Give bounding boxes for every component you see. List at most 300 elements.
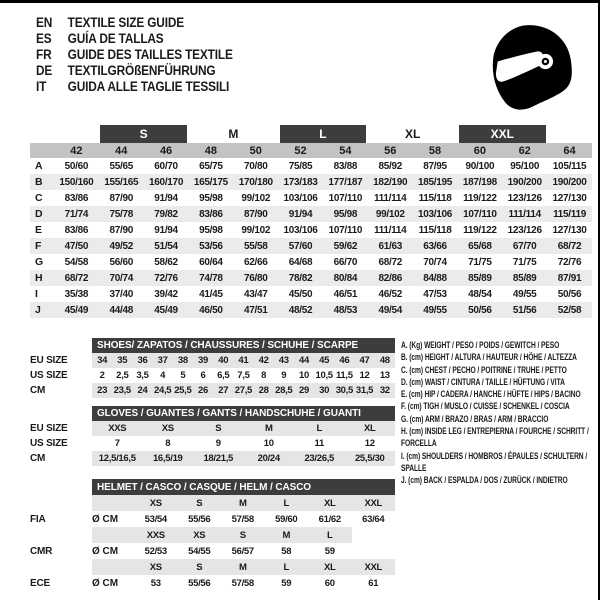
spacer-cell <box>30 338 92 353</box>
measure-letter: J <box>30 302 54 318</box>
standard-label: ECE <box>30 577 50 589</box>
helmet-size-label: S <box>221 527 265 543</box>
measure-value: 48/54 <box>468 288 492 300</box>
measure-value: 123/126 <box>507 224 542 236</box>
helmet-size-value: 53/54 <box>144 513 167 525</box>
helmet-size-value: 52/53 <box>144 545 167 557</box>
size-value: 30 <box>314 383 334 398</box>
helmet-size-value: 57/58 <box>231 577 254 589</box>
measure-value: 87/91 <box>547 270 592 286</box>
measure-value: 43/47 <box>243 288 268 300</box>
size-number: 46 <box>144 143 189 158</box>
helmet-size-label: XL <box>308 495 352 511</box>
racing-helmet-icon <box>486 19 576 113</box>
size-value: 2,5 <box>116 370 129 381</box>
legend-item: C. (cm) CHEST / PECHO / POITRINE / TRUHE / PETTO <box>401 364 567 376</box>
standard-label: FIA <box>30 513 46 525</box>
measure-value: 103/106 <box>283 192 318 204</box>
measure-value: 83/86 <box>64 192 89 204</box>
measure-value: 99/102 <box>241 192 271 204</box>
size-number: 42 <box>54 143 99 158</box>
measure-value: 115/118 <box>418 224 452 236</box>
section-title: HELMET / CASCO / CASQUE / HELM / CASCO <box>92 479 395 495</box>
size-value: 5 <box>180 370 186 381</box>
measure-value: 87/90 <box>233 206 278 222</box>
size-value: 7,5 <box>237 370 250 381</box>
helmet-sizes-row <box>30 527 395 543</box>
measure-value: 39/42 <box>154 288 178 300</box>
legend-item: B. (cm) HEIGHT / ALTURA / HAUTEUR / HÖHE / ALTEZZA <box>401 352 577 364</box>
section-title: SHOES/ ZAPATOS / CHAUSSURES / SCHUHE / SCARPE <box>92 338 395 353</box>
measure-value: 49/52 <box>99 238 144 254</box>
legend-item: I. (cm) SHOULDERS / HOMBROS / ÉPAULES / SCHULTERN / SPALLE <box>401 450 588 474</box>
measure-value: 103/106 <box>413 206 458 222</box>
measurement-legend <box>401 340 597 488</box>
size-value: 20/24 <box>244 451 295 466</box>
measure-value: 115/118 <box>418 192 452 204</box>
size-value: 40 <box>213 353 233 368</box>
measure-value: 55/65 <box>109 160 133 172</box>
helmet-table <box>30 479 395 591</box>
helmet-size-value: 55/56 <box>188 577 211 589</box>
row-label: CM <box>30 453 46 464</box>
measure-value: 160/170 <box>144 174 189 190</box>
measure-value: 46/51 <box>333 288 358 300</box>
size-value: 27 <box>213 383 233 398</box>
helmet-size-label: S <box>178 495 222 511</box>
legend-item: D. (cm) WAIST / CINTURA / TAILLE / HÜFTUNG / VITA <box>401 376 565 388</box>
size-value: 8 <box>165 438 171 449</box>
size-group-row <box>30 125 592 143</box>
size-value: 3,5 <box>136 370 149 381</box>
measure-value: 95/98 <box>199 224 223 236</box>
language-line-de <box>36 63 233 79</box>
measure-row <box>30 270 592 286</box>
spacer-cell <box>30 406 92 421</box>
measure-value: 53/56 <box>188 238 233 254</box>
measure-value: 48/52 <box>278 302 323 318</box>
spacer-cell <box>30 495 92 511</box>
measure-row <box>30 302 592 318</box>
measure-row <box>30 254 592 270</box>
measure-value: 71/75 <box>512 256 537 268</box>
measure-value: 85/89 <box>502 270 547 286</box>
size-value: 39 <box>193 353 213 368</box>
gloves-table <box>30 406 395 466</box>
measure-value: 91/94 <box>278 206 323 222</box>
measure-value: 50/60 <box>64 160 89 172</box>
measure-value: 67/70 <box>502 238 547 254</box>
measure-letter: F <box>30 238 54 254</box>
unit-label: Ø CM <box>92 577 119 589</box>
measure-value: 46/50 <box>188 302 233 318</box>
size-group-label: XL <box>404 127 421 141</box>
measure-value: 115/119 <box>547 206 592 222</box>
helmet-sizes-row <box>30 559 395 575</box>
helmet-size-label: S <box>178 559 222 575</box>
size-value: 10 <box>263 438 274 449</box>
section-row <box>30 368 395 383</box>
size-number: 50 <box>233 143 278 158</box>
measure-value: 65/68 <box>457 238 502 254</box>
size-value: 46 <box>334 353 354 368</box>
section-title-row <box>30 338 395 353</box>
measure-value: 45/49 <box>54 302 99 318</box>
measure-value: 65/75 <box>199 160 223 172</box>
measure-value: 57/60 <box>278 238 323 254</box>
measure-letter: H <box>30 270 54 286</box>
measure-value: 56/60 <box>109 256 133 268</box>
size-number: 54 <box>323 143 368 158</box>
spacer-cell <box>92 559 134 575</box>
shoes-table <box>30 338 395 398</box>
size-value: 2 <box>99 370 105 381</box>
measure-row <box>30 222 592 238</box>
helmet-size-value: 61/62 <box>318 513 341 525</box>
size-value: 41 <box>233 353 253 368</box>
size-value: 12 <box>359 370 370 381</box>
size-number: 52 <box>278 143 323 158</box>
helmet-values-row <box>30 575 395 591</box>
size-value: 11,5 <box>335 370 353 381</box>
helmet-size-value: 59/60 <box>275 513 298 525</box>
size-value: 27,5 <box>234 385 253 396</box>
measure-value: 95/98 <box>323 206 368 222</box>
measure-row <box>30 286 592 302</box>
size-number: 56 <box>368 143 413 158</box>
size-value: 24 <box>132 383 152 398</box>
measure-value: 155/165 <box>99 174 144 190</box>
measure-value: 95/100 <box>510 160 540 172</box>
helmet-size-value: 54/55 <box>188 545 211 557</box>
size-value: 23/26,5 <box>294 451 345 466</box>
apparel-table <box>30 125 592 318</box>
size-number: 48 <box>188 143 233 158</box>
size-value: 26 <box>193 383 213 398</box>
section-row <box>30 383 395 398</box>
helmet-size-value: 55/56 <box>188 513 211 525</box>
spacer-cell <box>30 143 54 158</box>
measure-value: 127/130 <box>552 224 587 236</box>
helmet-size-label: XS <box>134 495 178 511</box>
size-value: 6 <box>200 370 206 381</box>
helmet-size-value: 57/58 <box>231 513 254 525</box>
helmet-size-label: M <box>221 495 265 511</box>
size-value: S <box>193 421 244 436</box>
helmet-size-value: 61 <box>368 577 379 589</box>
size-value: 28 <box>254 383 274 398</box>
size-value: 30,5 <box>335 385 353 396</box>
helmet-size-label: XS <box>134 559 178 575</box>
helmet-size-label: M <box>265 527 309 543</box>
size-number-row <box>30 143 592 158</box>
language-list <box>36 15 233 95</box>
measure-value: 47/53 <box>423 288 447 300</box>
measure-value: 83/86 <box>64 224 89 236</box>
size-value: 13 <box>379 370 390 381</box>
measure-value: 45/50 <box>288 288 313 300</box>
size-value: 24,5 <box>154 385 172 396</box>
measure-value: 44/48 <box>99 302 144 318</box>
measure-value: 66/70 <box>333 256 358 268</box>
size-value: 44 <box>294 353 314 368</box>
helmet-size-label: XXS <box>134 527 178 543</box>
measure-letter: D <box>30 206 54 222</box>
measure-value: 83/88 <box>333 160 358 172</box>
measure-value: 87/95 <box>423 160 447 172</box>
measure-value: 55/58 <box>233 238 278 254</box>
measure-row <box>30 190 592 206</box>
size-value: 42 <box>254 353 274 368</box>
measure-value: 85/89 <box>457 270 502 286</box>
size-value: 6,5 <box>217 370 230 381</box>
measure-value: 173/183 <box>278 174 323 190</box>
measure-value: 51/56 <box>502 302 547 318</box>
measure-row <box>30 238 592 254</box>
size-value: 25,5 <box>174 385 192 396</box>
size-value: 37 <box>153 353 173 368</box>
row-label: US SIZE <box>30 370 68 381</box>
size-value: 12 <box>364 438 375 449</box>
spacer-cell <box>92 495 134 511</box>
measure-value: 127/130 <box>552 192 587 204</box>
measure-value: 190/200 <box>547 174 592 190</box>
helmet-size-label: XL <box>308 559 352 575</box>
language-code: ES <box>36 31 52 46</box>
size-value: 23,5 <box>113 385 131 396</box>
legend-item: F. (cm) TIGH / MUSLO / CUISSE / SCHENKEL / COSCIA <box>401 401 570 413</box>
size-value: 25,5/30 <box>345 451 396 466</box>
measure-value: 71/74 <box>54 206 99 222</box>
size-value: XL <box>345 421 396 436</box>
size-number: 62 <box>502 143 547 158</box>
measure-value: 68/72 <box>547 238 592 254</box>
size-value: 12,5/16,5 <box>92 451 143 466</box>
size-number: 64 <box>547 143 592 158</box>
size-value: XXS <box>92 421 143 436</box>
helmet-size-label <box>352 527 396 543</box>
measure-row <box>30 206 592 222</box>
helmet-size-value: 63/64 <box>362 513 385 525</box>
spacer-cell <box>30 479 92 495</box>
measure-value: 87/90 <box>109 224 133 236</box>
helmet-size-value: 59 <box>324 545 335 557</box>
size-value: 16,5/19 <box>143 451 194 466</box>
measure-value: 84/88 <box>413 270 458 286</box>
language-line-es <box>36 31 233 47</box>
helmet-size-value: 56/57 <box>231 545 254 557</box>
measure-value: 95/98 <box>199 192 223 204</box>
row-label: US SIZE <box>30 438 68 449</box>
measure-value: 41/45 <box>199 288 223 300</box>
measure-value: 187/198 <box>457 174 502 190</box>
size-value: 35 <box>112 353 132 368</box>
unit-label: Ø CM <box>92 545 119 557</box>
shoes-size-table <box>30 338 395 398</box>
measure-value: 47/51 <box>233 302 278 318</box>
section-row <box>30 421 395 436</box>
size-value: 45 <box>314 353 334 368</box>
measure-letter: E <box>35 224 42 236</box>
unit-label: Ø CM <box>92 513 119 525</box>
size-value: 32 <box>375 383 395 398</box>
measure-value: 170/180 <box>233 174 278 190</box>
measure-value: 70/80 <box>243 160 268 172</box>
measure-letter: B <box>30 174 54 190</box>
helmet-size-value <box>352 543 396 559</box>
measure-letter: I <box>35 288 38 300</box>
size-group-label <box>54 125 99 143</box>
measure-letter: C <box>35 192 43 204</box>
language-line-en <box>36 15 233 31</box>
measure-value: 72/76 <box>144 270 189 286</box>
size-value: 8 <box>261 370 267 381</box>
size-number: 44 <box>99 143 144 158</box>
legend-item: E. (cm) HIP / CADERA / HANCHE / HÜFTE / HIPS / BACINO <box>401 389 581 401</box>
helmet-size-label: XS <box>178 527 222 543</box>
measure-value: 49/54 <box>368 302 413 318</box>
helmet-size-table <box>30 479 395 591</box>
section-title: GLOVES / GUANTES / GANTS / HANDSCHUHE / GUANTI <box>92 406 395 421</box>
measure-value: 105/115 <box>552 160 587 172</box>
measure-value: 111/114 <box>374 192 407 204</box>
language-code: IT <box>36 79 47 94</box>
measure-value: 82/86 <box>368 270 413 286</box>
size-value: 10 <box>298 370 309 381</box>
helmet-size-value: 59 <box>281 577 292 589</box>
helmet-size-value: 60 <box>324 577 335 589</box>
measure-letter: A <box>35 160 43 172</box>
row-label: EU SIZE <box>30 355 68 366</box>
size-value: 28,5 <box>275 385 293 396</box>
helmet-size-value: 53 <box>150 577 161 589</box>
size-value: 48 <box>375 353 395 368</box>
row-label: EU SIZE <box>30 423 68 434</box>
size-group-label: XXL <box>457 125 547 143</box>
spacer-cell <box>30 559 92 575</box>
section-row <box>30 436 395 451</box>
measure-value: 63/66 <box>413 238 458 254</box>
spacer-cell <box>30 527 92 543</box>
size-group-label <box>30 125 54 143</box>
size-value: 31,5 <box>355 385 374 396</box>
measure-value: 150/160 <box>54 174 99 190</box>
size-value: 18/21,5 <box>193 451 244 466</box>
measure-value: 45/49 <box>144 302 189 318</box>
section-title-row <box>30 479 395 495</box>
measure-value: 49/55 <box>413 302 458 318</box>
spacer-cell <box>92 527 134 543</box>
measure-value: 99/102 <box>368 206 413 222</box>
measure-value: 50/56 <box>457 302 502 318</box>
helmet-size-label: L <box>265 559 309 575</box>
size-value: 4 <box>160 370 166 381</box>
measure-value: 60/70 <box>154 160 178 172</box>
measure-value: 79/82 <box>144 206 189 222</box>
language-title: TEXTILGRÖßENFÜHRUNG <box>67 63 216 78</box>
measure-value: 54/58 <box>64 256 89 268</box>
size-value: 34 <box>92 353 112 368</box>
measure-value: 70/74 <box>423 256 447 268</box>
standard-label: CMR <box>30 545 53 557</box>
section-row <box>30 451 395 466</box>
legend-item: A. (Kg) WEIGHT / PESO / POIDS / GEWITCH / PESO <box>401 340 560 351</box>
size-number: 60 <box>457 143 502 158</box>
measure-value: 74/78 <box>188 270 233 286</box>
measure-value: 61/63 <box>368 238 413 254</box>
measure-value: 60/64 <box>199 256 223 268</box>
measure-value: 37/40 <box>109 288 133 300</box>
measure-value: 119/122 <box>463 224 497 236</box>
helmet-size-value: 58 <box>281 545 292 557</box>
language-code: DE <box>36 63 53 78</box>
helmet-size-label: M <box>221 559 265 575</box>
measure-value: 35/38 <box>64 288 89 300</box>
measure-value: 49/55 <box>512 288 537 300</box>
measure-value: 91/94 <box>154 224 178 236</box>
measure-value: 165/175 <box>188 174 233 190</box>
language-line-fr <box>36 47 233 63</box>
measure-value: 87/90 <box>109 192 133 204</box>
size-value: 29 <box>294 383 314 398</box>
measure-value: 78/82 <box>278 270 323 286</box>
measure-row <box>30 158 592 174</box>
size-value: 7 <box>114 438 120 449</box>
measure-value: 91/94 <box>154 192 178 204</box>
helmet-values-row <box>30 511 395 527</box>
measure-value: 177/187 <box>323 174 368 190</box>
size-number: 58 <box>413 143 458 158</box>
language-code: FR <box>36 47 52 62</box>
apparel-size-table <box>30 125 592 318</box>
size-value: 11 <box>314 438 324 449</box>
measure-value: 182/190 <box>368 174 413 190</box>
measure-value: 72/76 <box>557 256 582 268</box>
legend-item: H. (cm) INSIDE LEG / ENTREPIERNA / FOURCHE / SCHRITT / FORCELLA <box>401 426 589 450</box>
measure-value: 47/50 <box>54 238 99 254</box>
measure-value: 119/122 <box>463 192 497 204</box>
size-value: 43 <box>274 353 294 368</box>
helmet-values-row <box>30 543 395 559</box>
measure-value: 190/200 <box>502 174 547 190</box>
measure-value: 83/86 <box>188 206 233 222</box>
helmet-size-label: L <box>308 527 352 543</box>
helmet-size-label: XXL <box>352 559 396 575</box>
measure-value: 70/74 <box>99 270 144 286</box>
measure-value: 64/68 <box>288 256 313 268</box>
helmet-size-label: XXL <box>352 495 396 511</box>
size-group-label: M <box>228 127 239 141</box>
measure-row <box>30 174 592 190</box>
measure-value: 99/102 <box>241 224 271 236</box>
measure-value: 107/110 <box>328 224 363 236</box>
legend-item: G. (cm) ARM / BRAZO / BRAS / ARM / BRACCIO <box>401 413 549 425</box>
helmet-sizes-row <box>30 495 395 511</box>
legend-item: J. (cm) BACK / ESPALDA / DOS / ZURÜCK / INDIETRO <box>401 475 568 487</box>
size-value: L <box>294 421 345 436</box>
size-group-label <box>547 125 592 143</box>
measure-value: 107/110 <box>328 192 363 204</box>
measure-value: 52/58 <box>547 302 592 318</box>
size-value: M <box>244 421 295 436</box>
measure-value: 185/195 <box>413 174 458 190</box>
measure-value: 80/84 <box>323 270 368 286</box>
measure-value: 58/62 <box>154 256 178 268</box>
measure-value: 103/106 <box>283 224 318 236</box>
gloves-size-table <box>30 406 395 466</box>
size-value: 9 <box>215 438 221 449</box>
measure-value: 123/126 <box>507 192 542 204</box>
